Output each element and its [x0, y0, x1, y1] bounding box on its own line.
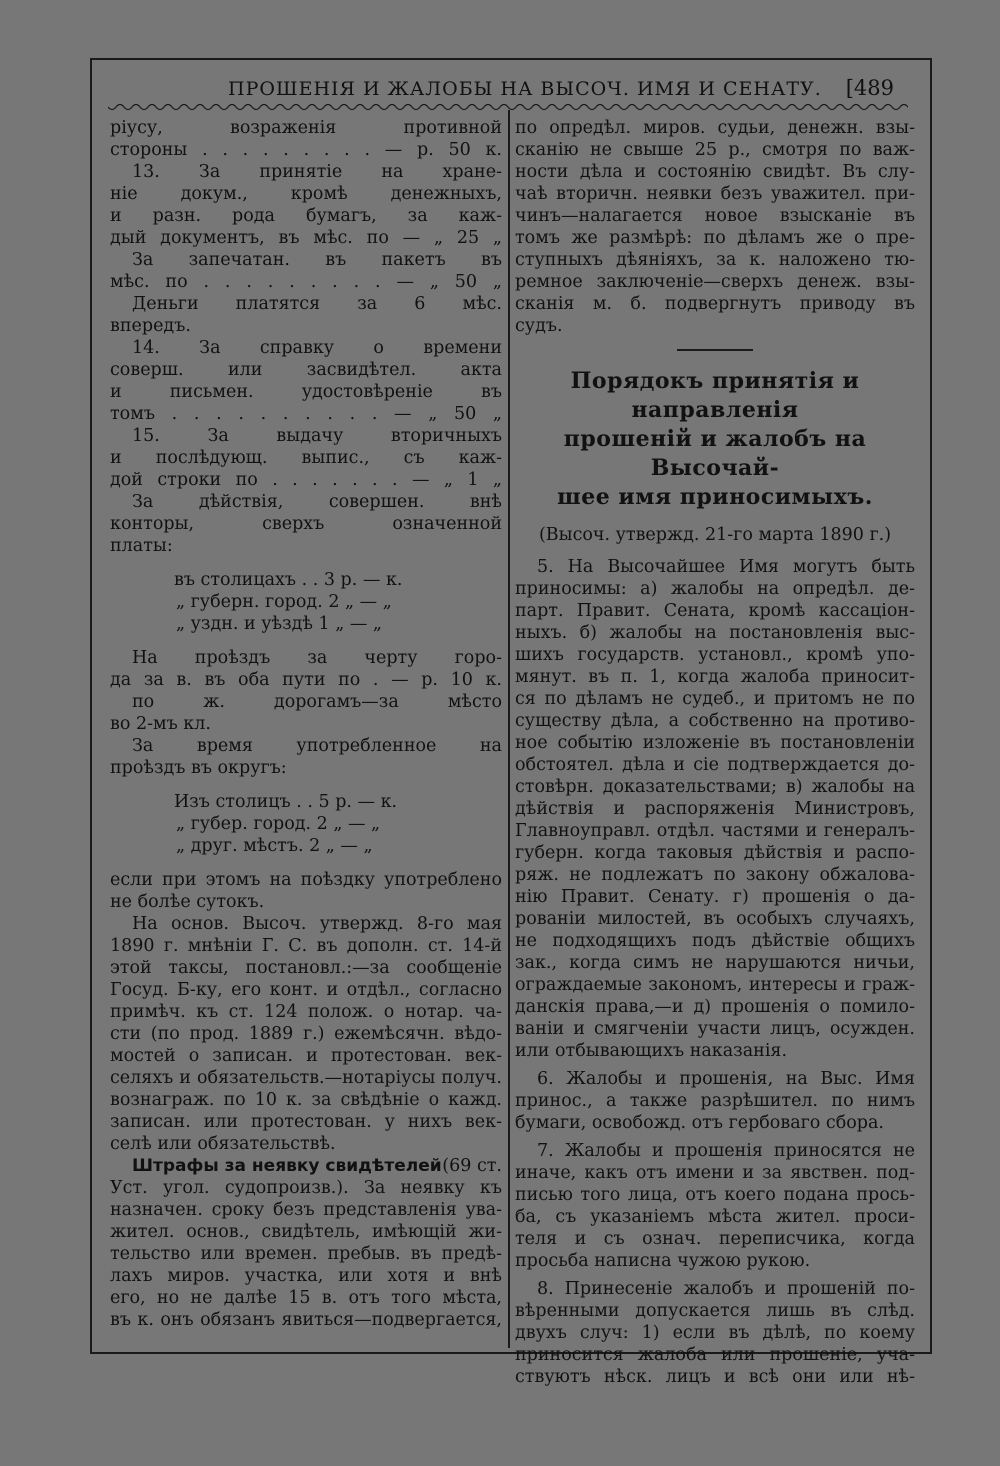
text-line: ное событію изложеніе въ постановленіи: [515, 733, 915, 753]
text-line: писью того лица, отъ коего подана прось-: [515, 1185, 915, 1205]
text-line: 13. За принятіе на хране-: [132, 162, 502, 182]
text-line: судъ.: [515, 316, 563, 336]
rate-row: „ губер. город. 2 „ — „: [176, 814, 381, 834]
text-line: На проѣздъ за черту горо-: [132, 648, 502, 668]
text-line: и письмен. удостовѣреніе въ: [110, 382, 502, 402]
text-line: двухъ случ: 1) если въ дѣлѣ, по коему: [515, 1323, 915, 1343]
text-line: не подходящихъ подъ дѣйствіе общихъ: [515, 931, 915, 951]
text-line: 1890 г. мнѣніи Г. С. въ дополн. ст. 14-й: [110, 936, 502, 956]
text-line: впередъ.: [110, 316, 191, 336]
text-line: жител. основ., свидѣтель, имѣющій жи-: [110, 1222, 502, 1242]
text-line: губерн. когда таковыя дѣйствія и распо-: [515, 843, 915, 863]
heading-line: шее имя приносимыхъ.: [557, 484, 873, 510]
text-line: приносится жалоба или прошеніе, уча-: [515, 1345, 915, 1365]
text-line: теля и съ означ. переписчика, когда: [515, 1229, 915, 1249]
text-line: записан. или протестован. у нихъ век-: [110, 1112, 502, 1132]
text-line: 15. За выдачу вторичныхъ: [132, 426, 502, 446]
rate-row: „ губерн. город. 2 „ — „: [176, 592, 392, 612]
text-line: ступныхъ дѣяніяхъ, за к. наложено тю-: [515, 250, 915, 270]
text-line: иначе, какъ отъ имени и за явствен. под-: [515, 1163, 915, 1183]
text-line: обстоятел. дѣла и сіе подтверждается до-: [515, 755, 915, 775]
text-line: мостей о записан. и протестован. век-: [110, 1046, 502, 1066]
text-line: принос., а также разрѣшител. по нимъ: [515, 1091, 915, 1111]
section-subheading: (Высоч. утвержд. 21-го марта 1890 г.): [538, 525, 892, 545]
text-line: Главноуправл. отдѣл. частями и генералъ-: [515, 821, 915, 841]
column-divider: [508, 110, 510, 1348]
text-line: Уст. угол. судопроизв.). За неявку къ: [110, 1178, 502, 1198]
text-line: по ж. дорогамъ—за мѣсто: [132, 692, 502, 712]
text-line: ся по дѣламъ не судеб., и притомъ не по: [515, 689, 915, 709]
text-line: ваніи и смягченіи участи лицъ, осужден.: [515, 1019, 915, 1039]
text-line: ремное заключеніе—сверхъ денеж. взы-: [515, 272, 915, 292]
fee-line: томъ . . . . . . . . . . — „ 50 „: [110, 404, 502, 424]
text-line: этой таксы, постановл.:—за сообщеніе: [110, 958, 502, 978]
text-line: парт. Правит. Сената, кромѣ кассаціон-: [515, 601, 915, 621]
rate-row: „ друг. мѣстъ. 2 „ — „: [176, 836, 373, 856]
section-heading: [515, 367, 915, 512]
text-line: селѣ или обязательствѣ.: [110, 1134, 336, 1154]
text-line: За дѣйствія, совершен. внѣ: [132, 492, 502, 512]
text-line: ніе докум., кромѣ денежныхъ,: [110, 184, 502, 204]
text-line: сканія м. б. подвергнутъ приводу въ: [515, 294, 915, 314]
text-line: рованіи милостей, въ особыхъ случаяхъ,: [515, 909, 915, 929]
fee-line: дый документъ, въ мѣс. по — „ 25 „: [110, 228, 502, 248]
fee-line: дой строки по . . . . . . . — „ 1 „: [110, 470, 502, 490]
rate-row: въ столицахъ . . 3 р. — к.: [174, 570, 403, 590]
text-line: За запечатан. въ пакетъ въ: [132, 250, 502, 270]
text-line: Деньги платятся за 6 мѣс.: [132, 294, 502, 314]
text-line: дѣйствія и распоряженія Министровъ,: [515, 799, 915, 819]
text-line: вознаграж. по 10 к. за свѣдѣніе о кажд.: [110, 1090, 502, 1110]
text-line: 5. На Высочайшее Имя могутъ быть: [537, 557, 915, 577]
text-line: ограждаемые закономъ, интересы и граж-: [515, 975, 915, 995]
text-line: селяхъ и обязательств.—нотаріусы получ.: [110, 1068, 502, 1088]
header-title: ПРОШЕНІЯ И ЖАЛОБЫ НА ВЫСОЧ. ИМЯ И СЕНАТУ.: [228, 78, 822, 100]
fee-line: мѣс. по . . . . . . . . . — „ 50 „: [110, 272, 502, 292]
left-column: [110, 117, 502, 1331]
text-line: просьба написна чужою рукою.: [515, 1251, 811, 1271]
fee-line: да за в. въ оба пути по . — р. 10 к.: [110, 670, 502, 690]
text-line: чинъ—налагается новое взысканіе въ: [515, 206, 915, 226]
page-number: [489: [845, 76, 894, 100]
text-line: шихъ государств. установл., кромѣ упо-: [515, 645, 915, 665]
text-line: въ к. онъ обязанъ явиться—подвергается,: [110, 1310, 502, 1330]
text-line: 8. Принесеніе жалобъ и прошеній по-: [537, 1279, 915, 1299]
text-line: 6. Жалобы и прошенія, на Выс. Имя: [537, 1069, 915, 1089]
text-line: (69 ст.: [442, 1156, 502, 1176]
text-line: На основ. Высоч. утвержд. 8-го мая: [132, 914, 502, 934]
text-line: За время употребленное на: [132, 736, 502, 756]
text-line: или отбывающихъ наказанія.: [515, 1041, 788, 1061]
text-line: и разн. рода бумагъ, за каж-: [110, 206, 502, 226]
text-line: не болѣе сутокъ.: [110, 892, 265, 912]
text-line: назначен. сроку безъ представленія ува-: [110, 1200, 502, 1220]
text-line: нію Правит. Сенату. г) прошенія о да-: [515, 887, 915, 907]
text-line: вѣренными допускается лишь въ слѣд.: [515, 1301, 915, 1321]
rate-row: Изъ столицъ . . 5 р. — к.: [174, 792, 398, 812]
text-line: соверш. или засвидѣтел. акта: [110, 360, 502, 380]
fee-line: стороны . . . . . . . . . — р. 50 к.: [110, 140, 502, 160]
text-line: 7. Жалобы и прошенія приносятся не: [537, 1141, 915, 1161]
text-line: 14. За справку о времени: [132, 338, 502, 358]
text-line: приносимы: а) жалобы на опредѣл. де-: [515, 579, 915, 599]
text-line: по опредѣл. миров. судьи, денежн. взы-: [515, 118, 915, 138]
text-line: примѣч. къ ст. 124 полож. о нотар. ча-: [110, 1002, 502, 1022]
text-line: сти (по прод. 1889 г.) ежемѣсячн. вѣдо-: [110, 1024, 502, 1044]
text-line: тельство или времен. пребыв. въ предѣ-: [110, 1244, 502, 1264]
heading-line: прошеній и жалобъ на Высочай-: [563, 426, 867, 481]
text-line: существу дѣла, а собственно на противо-: [515, 711, 915, 731]
text-line: его, но не далѣе 15 в. отъ того мѣста,: [110, 1288, 502, 1308]
text-line: чаѣ вторичн. неявки безъ уважител. при-: [515, 184, 915, 204]
text-line: зак., когда симъ не нарушаются ничьи,: [515, 953, 915, 973]
text-line: платы:: [110, 536, 173, 556]
text-line: томъ же размѣрѣ: по дѣламъ же о пре-: [515, 228, 915, 248]
heading-line: Порядокъ принятія и направленія: [570, 368, 860, 423]
text-line: ріусу, возраженія противной: [110, 118, 502, 138]
text-line: и послѣдующ. выпис., съ каж-: [110, 448, 502, 468]
text-line: ности дѣла и состоянію свидѣт. Въ слу-: [515, 162, 915, 182]
text-line: бумаги, освобожд. отъ гербоваго сбора.: [515, 1113, 884, 1133]
section-title-line: [110, 1155, 502, 1177]
text-line: проѣздъ въ округъ:: [110, 758, 287, 778]
text-line: конторы, сверхъ означенной: [110, 514, 502, 534]
text-line: лахъ миров. участка, или хотя и внѣ: [110, 1266, 502, 1286]
text-line: ствуютъ нѣск. лицъ и всѣ они или нѣ-: [515, 1367, 915, 1387]
text-line: ныхъ. б) жалобы на постановленія выс-: [515, 623, 915, 643]
text-line: стовѣрн. доказательствами; в) жалобы на: [515, 777, 915, 797]
text-line: мянут. въ п. 1, когда жалоба приносит-: [515, 667, 915, 687]
text-line: если при этомъ на поѣздку употреблено: [110, 870, 502, 890]
text-line: ряж. не подлежатъ по закону обжалова-: [515, 865, 915, 885]
text-line: во 2-мъ кл.: [110, 714, 211, 734]
text-line: Госуд. Б-ку, его конт. и отдѣл., согласно: [110, 980, 502, 1000]
section-title: Штрафы за неявку свидѣтелей: [132, 1156, 442, 1176]
separator-rule: [677, 349, 753, 351]
rate-row: „ уздн. и уѣздѣ 1 „ — „: [176, 614, 383, 634]
text-line: сканію не свыше 25 р., смотря по важ-: [515, 140, 915, 160]
right-column: [515, 117, 915, 1388]
text-line: ба, съ указаніемъ мѣста жител. проси-: [515, 1207, 915, 1227]
text-line: данскія права,—и д) прошенія о помило-: [515, 997, 915, 1017]
